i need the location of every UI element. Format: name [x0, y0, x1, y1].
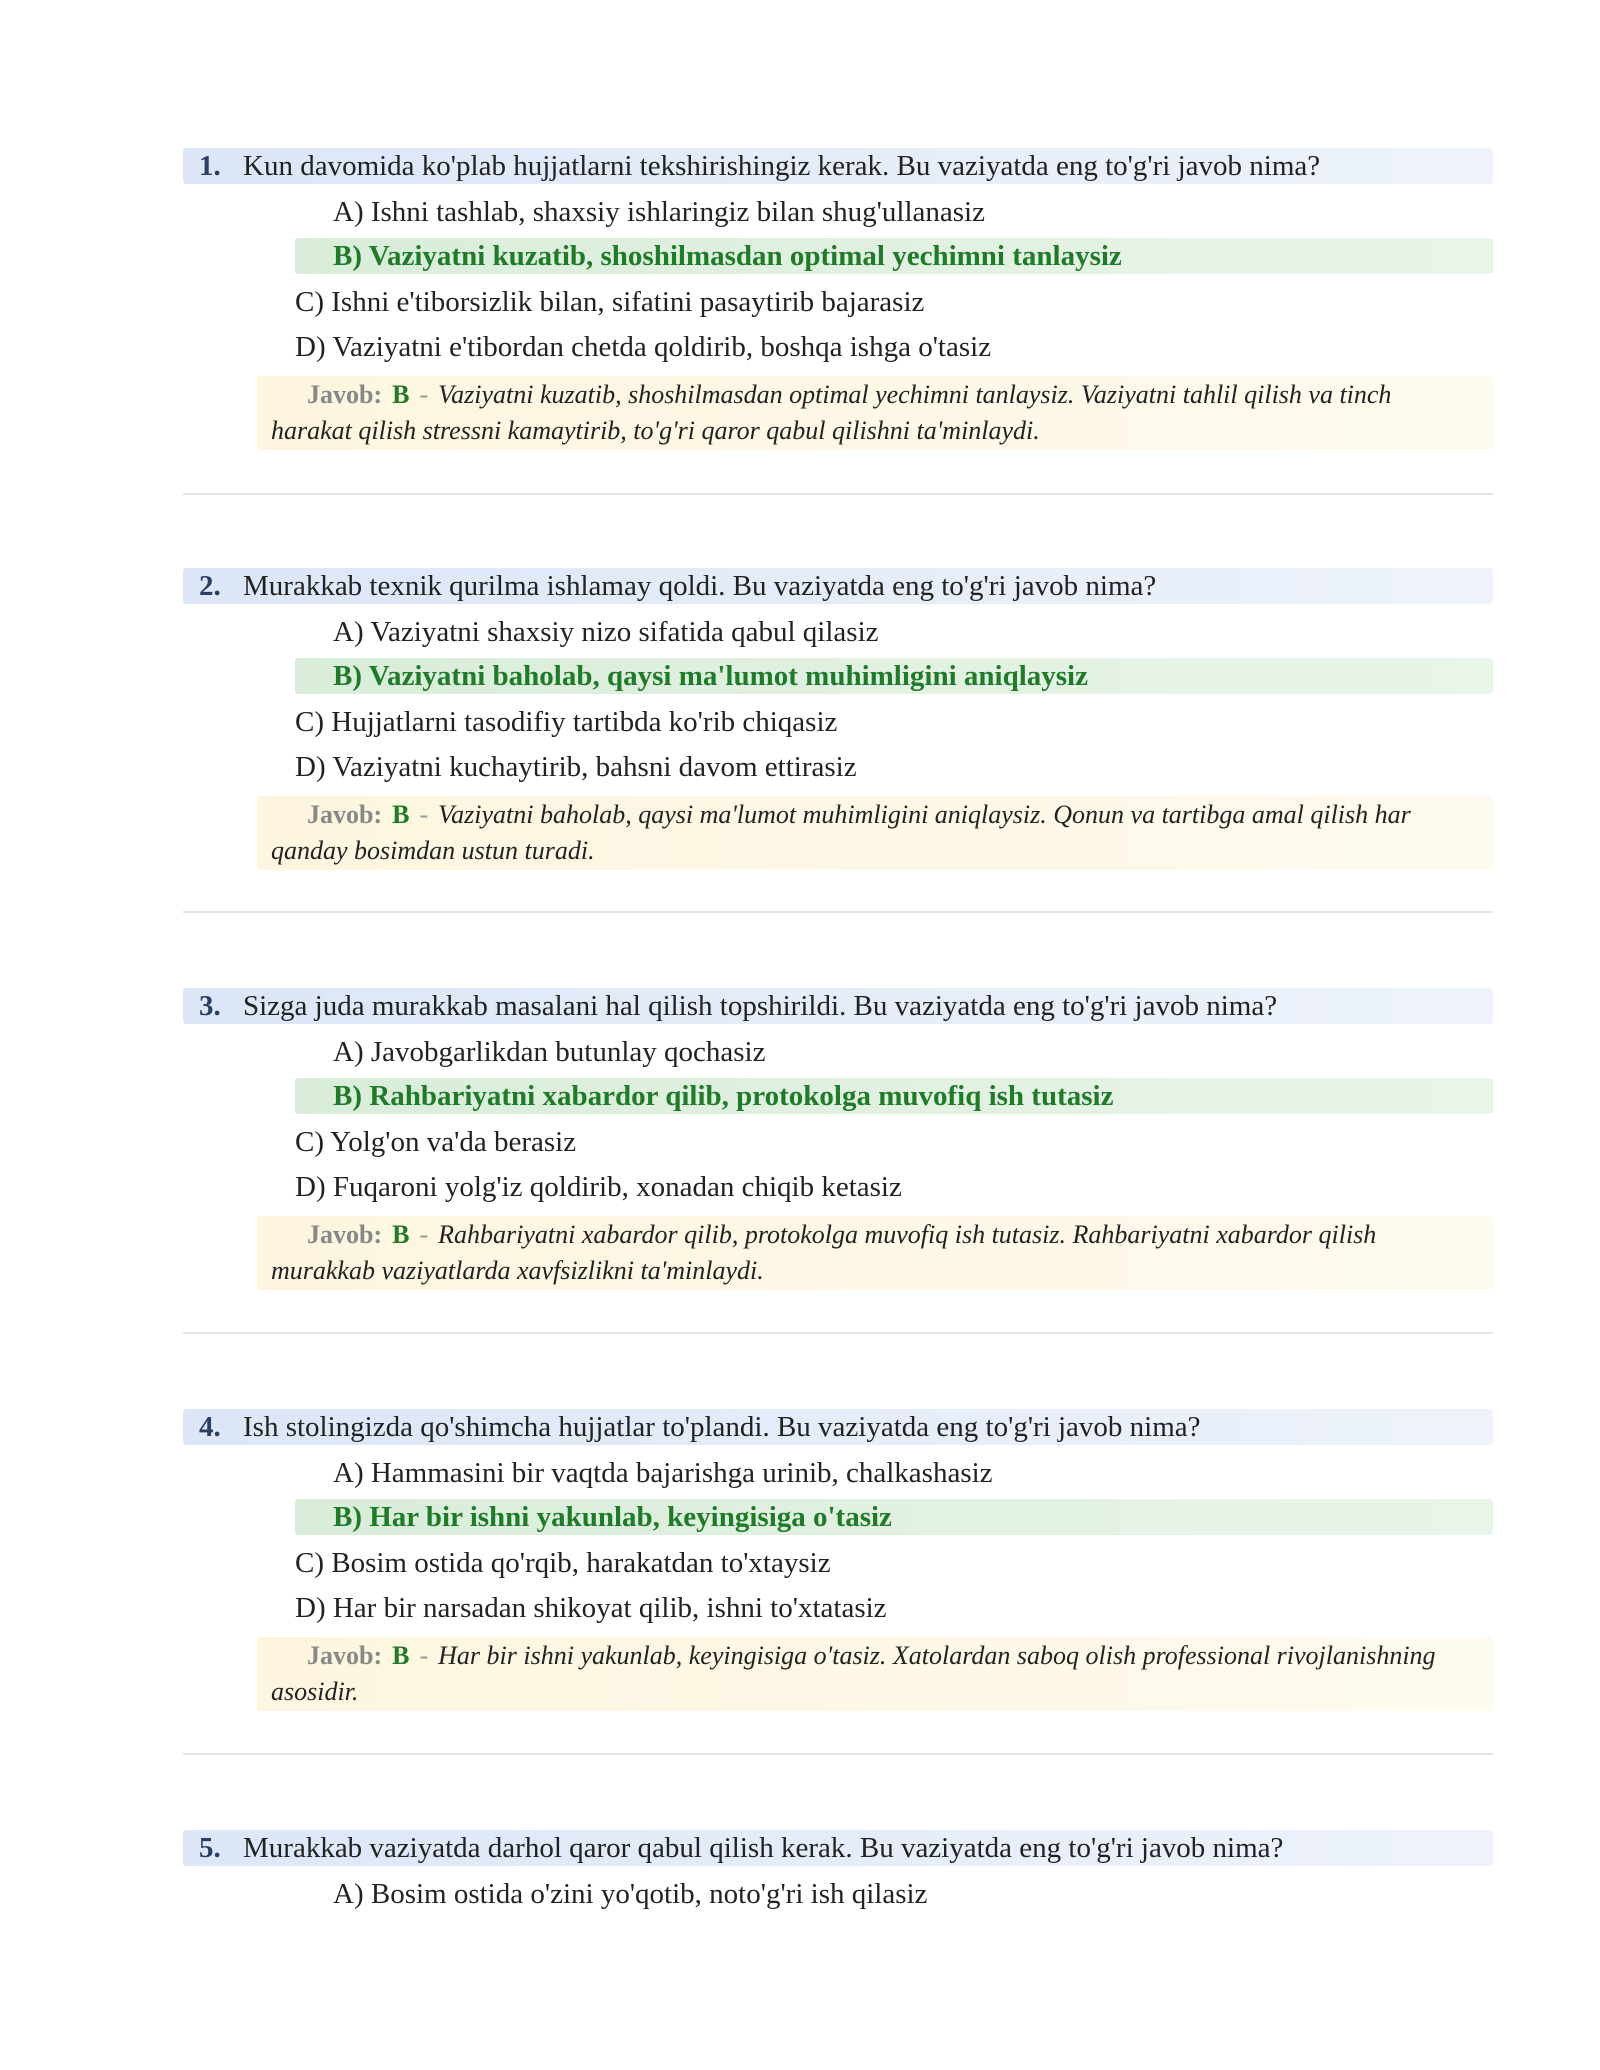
option-b-correct — [295, 238, 1493, 274]
answer-label: Javob: — [307, 800, 383, 829]
answer-explanation: Rahbariyatni xabardor qilib, protokolga muvofiq ish tutasiz. Rahbariyatni xabardor qilish murakkab vaziyatlarda xavfsizlikni ta'minlaydi. — [271, 1220, 1377, 1285]
question-block — [183, 568, 1493, 988]
question-text: Murakkab vaziyatda darhol qaror qabul qilish kerak. Bu vaziyatda eng to'g'ri javob nima? — [243, 1832, 1284, 1864]
question-header — [183, 988, 1493, 1024]
question-block — [183, 148, 1493, 568]
option-b-label: B) Rahbariyatni xabardor qilib, protokolga muvofiq ish tutasiz — [333, 1080, 1114, 1112]
option-d: D) Vaziyatni kuchaytirib, bahsni davom ettirasiz — [295, 751, 857, 783]
option-d: D) Vaziyatni e'tibordan chetda qoldirib, boshqa ishga o'tasiz — [295, 331, 992, 363]
option-b-label: B) Vaziyatni kuzatib, shoshilmasdan optimal yechimni tanlaysiz — [333, 240, 1122, 272]
question-text: Kun davomida ko'plab hujjatlarni tekshirishingiz kerak. Bu vaziyatda eng to'g'ri javob nima? — [243, 150, 1321, 182]
option-b-correct — [295, 1499, 1493, 1535]
answer-explanation: Har bir ishni yakunlab, keyingisiga o'tasiz. Xatolardan saboq olish professional rivojlanishning asosidir. — [271, 1641, 1436, 1706]
question-number: 3. — [199, 990, 221, 1022]
answer-explanation: Vaziyatni kuzatib, shoshilmasdan optimal yechimni tanlaysiz. Vaziyatni tahlil qilish va tinch harakat qilish stressni kamaytirib, to'g'ri qaror qabul qilishni ta'minlaydi. — [271, 380, 1392, 445]
option-d: D) Har bir narsadan shikoyat qilib, ishni to'xtatasiz — [295, 1592, 887, 1624]
divider — [183, 911, 1493, 913]
option-c: C) Yolg'on va'da berasiz — [295, 1126, 577, 1158]
option-c: C) Hujjatlarni tasodifiy tartibda ko'rib chiqasiz — [295, 706, 838, 738]
answer-separator: - — [419, 800, 429, 829]
option-b-label: B) Har bir ishni yakunlab, keyingisiga o'tasiz — [333, 1501, 892, 1533]
option-b-correct — [295, 1078, 1493, 1114]
divider — [183, 493, 1493, 495]
question-block — [183, 1409, 1493, 1829]
question-block — [183, 988, 1493, 1408]
option-a: A) Vaziyatni shaxsiy nizo sifatida qabul qilasiz — [333, 616, 879, 648]
answer-box — [257, 376, 1493, 450]
answer-separator: - — [419, 1220, 429, 1249]
question-text: Murakkab texnik qurilma ishlamay qoldi. Bu vaziyatda eng to'g'ri javob nima? — [243, 570, 1157, 602]
answer-separator: - — [419, 1641, 429, 1670]
question-block — [183, 1830, 1493, 1920]
answer-box — [257, 796, 1493, 870]
question-text: Ish stolingizda qo'shimcha hujjatlar to'plandi. Bu vaziyatda eng to'g'ri javob nima? — [243, 1411, 1201, 1443]
answer-label: Javob: — [307, 1220, 383, 1249]
answer-letter: B — [392, 1220, 410, 1249]
answer-letter: B — [392, 1641, 410, 1670]
option-b-label: B) Vaziyatni baholab, qaysi ma'lumot muhimligini aniqlaysiz — [333, 660, 1088, 692]
option-a: A) Ishni tashlab, shaxsiy ishlaringiz bilan shug'ullanasiz — [333, 196, 985, 228]
answer-label: Javob: — [307, 380, 383, 409]
divider — [183, 1332, 1493, 1334]
option-c: C) Bosim ostida qo'rqib, harakatdan to'xtaysiz — [295, 1547, 831, 1579]
divider — [183, 1753, 1493, 1755]
question-header — [183, 1830, 1493, 1866]
question-number: 5. — [199, 1832, 221, 1864]
answer-separator: - — [419, 380, 429, 409]
answer-box — [257, 1637, 1493, 1711]
answer-explanation: Vaziyatni baholab, qaysi ma'lumot muhimligini aniqlaysiz. Qonun va tartibga amal qilish har qanday bosimdan ustun turadi. — [271, 800, 1411, 865]
option-a: A) Hammasini bir vaqtda bajarishga urinib, chalkashasiz — [333, 1457, 993, 1489]
question-number: 1. — [199, 150, 221, 182]
option-c: C) Ishni e'tiborsizlik bilan, sifatini pasaytirib bajarasiz — [295, 286, 925, 318]
question-number: 4. — [199, 1411, 221, 1443]
option-a: A) Javobgarlikdan butunlay qochasiz — [333, 1036, 766, 1068]
question-text: Sizga juda murakkab masalani hal qilish topshirildi. Bu vaziyatda eng to'g'ri javob nima? — [243, 990, 1278, 1022]
question-header — [183, 568, 1493, 604]
question-number: 2. — [199, 570, 221, 602]
option-b-correct — [295, 658, 1493, 694]
answer-box — [257, 1216, 1493, 1290]
option-d: D) Fuqaroni yolg'iz qoldirib, xonadan chiqib ketasiz — [295, 1171, 902, 1203]
answer-label: Javob: — [307, 1641, 383, 1670]
answer-letter: B — [392, 380, 410, 409]
question-header — [183, 148, 1493, 184]
option-a: A) Bosim ostida o'zini yo'qotib, noto'g'ri ish qilasiz — [333, 1878, 928, 1910]
answer-letter: B — [392, 800, 410, 829]
question-header — [183, 1409, 1493, 1445]
